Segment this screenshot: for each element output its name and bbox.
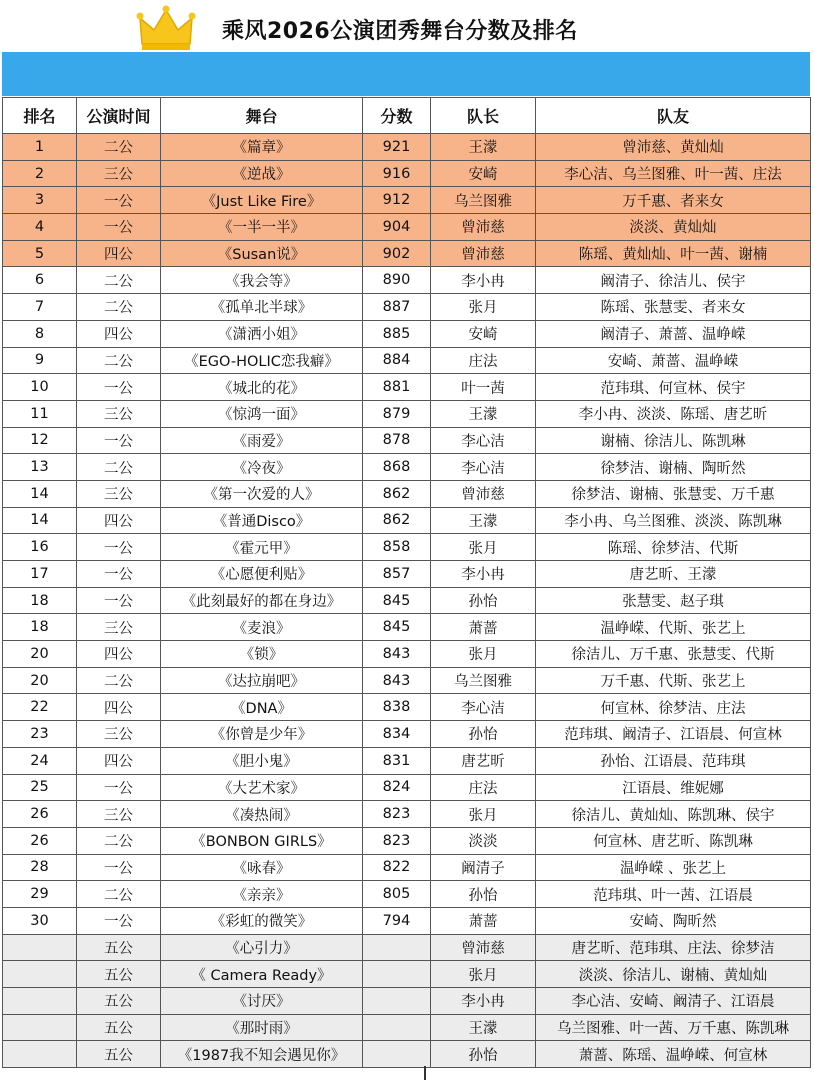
cell-score: 916: [363, 160, 431, 187]
cell-stage: 《EGO-HOLIC恋我癖》: [161, 347, 363, 374]
crown-icon: [136, 4, 196, 54]
cell-rank: 23: [3, 721, 77, 748]
cell-captain: 孙怡: [431, 881, 536, 908]
cell-stage: 《篇章》: [161, 134, 363, 161]
cell-score: 912: [363, 187, 431, 214]
cell-members: 江语晨、维妮娜: [536, 774, 811, 801]
cell-stage: 《普通Disco》: [161, 507, 363, 534]
cell-score: 904: [363, 214, 431, 241]
cell-score: 878: [363, 427, 431, 454]
table-row: [3, 427, 811, 454]
cell-rank: 10: [3, 374, 77, 401]
cell-captain: 曾沛慈: [431, 214, 536, 241]
cell-members: 何宣林、徐梦洁、庄法: [536, 694, 811, 721]
cell-rank: 12: [3, 427, 77, 454]
table-row: [3, 134, 811, 161]
cell-stage: 《凑热闹》: [161, 801, 363, 828]
cell-rank: 30: [3, 907, 77, 934]
cell-members: 徐梦洁、谢楠、陶昕然: [536, 454, 811, 481]
cell-stage: 《此刻最好的都在身边》: [161, 587, 363, 614]
cell-score: [363, 1041, 431, 1068]
cell-score: 921: [363, 134, 431, 161]
cell-members: 范玮琪、阚清子、江语晨、何宣林: [536, 721, 811, 748]
cell-captain: 张月: [431, 801, 536, 828]
cell-rank: [3, 988, 77, 1015]
cell-members: 陈瑶、徐梦洁、代斯: [536, 534, 811, 561]
cell-rank: 3: [3, 187, 77, 214]
cell-score: 862: [363, 507, 431, 534]
cell-time: 四公: [77, 507, 161, 534]
cell-rank: 24: [3, 747, 77, 774]
table-row: [3, 561, 811, 588]
cell-members: 何宣林、唐艺昕、陈凯琳: [536, 827, 811, 854]
cell-stage: 《大艺术家》: [161, 774, 363, 801]
table-row: [3, 187, 811, 214]
cell-score: 838: [363, 694, 431, 721]
cell-captain: 阚清子: [431, 854, 536, 881]
cell-captain: 安崎: [431, 160, 536, 187]
cell-score: 843: [363, 667, 431, 694]
cell-rank: 5: [3, 240, 77, 267]
cell-rank: 20: [3, 667, 77, 694]
cell-time: 一公: [77, 854, 161, 881]
cell-stage: 《你曾是少年》: [161, 721, 363, 748]
cell-time: 二公: [77, 454, 161, 481]
cell-score: 887: [363, 294, 431, 321]
table-row: [3, 801, 811, 828]
cell-stage: 《1987我不知会遇见你》: [161, 1041, 363, 1068]
cell-captain: 淡淡: [431, 827, 536, 854]
cell-members: 淡淡、黄灿灿: [536, 214, 811, 241]
cell-time: 二公: [77, 134, 161, 161]
cell-time: 二公: [77, 267, 161, 294]
header-band: [2, 52, 810, 96]
cell-members: 范玮琪、叶一茜、江语晨: [536, 881, 811, 908]
cell-members: 唐艺昕、王濛: [536, 561, 811, 588]
cell-captain: 李小冉: [431, 267, 536, 294]
header-rank: 排名: [3, 98, 77, 134]
cell-score: 857: [363, 561, 431, 588]
cell-members: 李心洁、安崎、阚清子、江语晨: [536, 988, 811, 1015]
cell-time: 五公: [77, 1041, 161, 1068]
table-row: [3, 827, 811, 854]
table-row: [3, 774, 811, 801]
table-row: [3, 320, 811, 347]
cell-score: 843: [363, 641, 431, 668]
cell-score: 845: [363, 614, 431, 641]
cell-score: 884: [363, 347, 431, 374]
cell-rank: 2: [3, 160, 77, 187]
cell-stage: 《Just Like Fire》: [161, 187, 363, 214]
cell-rank: 26: [3, 801, 77, 828]
cell-members: 范玮琪、何宣林、侯宇: [536, 374, 811, 401]
cell-captain: 王濛: [431, 400, 536, 427]
cell-captain: 乌兰图雅: [431, 187, 536, 214]
table-row: [3, 961, 811, 988]
cell-members: 陈瑶、黄灿灿、叶一茜、谢楠: [536, 240, 811, 267]
table-row: [3, 747, 811, 774]
cell-time: 四公: [77, 320, 161, 347]
cell-captain: 王濛: [431, 134, 536, 161]
cell-time: 一公: [77, 427, 161, 454]
cell-captain: 张月: [431, 961, 536, 988]
cell-stage: 《BONBON GIRLS》: [161, 827, 363, 854]
cell-stage: 《惊鸿一面》: [161, 400, 363, 427]
cell-rank: [3, 961, 77, 988]
cell-rank: 16: [3, 534, 77, 561]
cell-stage: 《心愿便利贴》: [161, 561, 363, 588]
table-row: [3, 854, 811, 881]
table-row: [3, 881, 811, 908]
header-time: 公演时间: [77, 98, 161, 134]
cell-time: 三公: [77, 480, 161, 507]
cell-members: 曾沛慈、黄灿灿: [536, 134, 811, 161]
cell-rank: 28: [3, 854, 77, 881]
cell-members: 万千惠、代斯、张艺上: [536, 667, 811, 694]
cell-score: 890: [363, 267, 431, 294]
table-row: [3, 534, 811, 561]
table-row: [3, 1041, 811, 1068]
cell-captain: 叶一茜: [431, 374, 536, 401]
cell-members: 李小冉、乌兰图雅、淡淡、陈凯琳: [536, 507, 811, 534]
cell-captain: 王濛: [431, 507, 536, 534]
cell-time: 一公: [77, 907, 161, 934]
cell-stage: 《第一次爱的人》: [161, 480, 363, 507]
cell-captain: 庄法: [431, 774, 536, 801]
cell-score: 879: [363, 400, 431, 427]
cell-stage: 《麦浪》: [161, 614, 363, 641]
cell-time: 二公: [77, 347, 161, 374]
cell-time: 四公: [77, 694, 161, 721]
cell-score: [363, 988, 431, 1015]
cell-captain: 李心洁: [431, 454, 536, 481]
cell-stage: 《咏春》: [161, 854, 363, 881]
table-row: [3, 907, 811, 934]
cell-members: 阚清子、徐洁儿、侯宇: [536, 267, 811, 294]
cell-rank: 9: [3, 347, 77, 374]
cell-rank: 13: [3, 454, 77, 481]
table-row: [3, 988, 811, 1015]
cell-members: 徐洁儿、万千惠、张慧雯、代斯: [536, 641, 811, 668]
cell-stage: 《Susan说》: [161, 240, 363, 267]
cell-captain: 王濛: [431, 1014, 536, 1041]
cell-stage: 《潇洒小姐》: [161, 320, 363, 347]
table-row: [3, 347, 811, 374]
table-row: [3, 240, 811, 267]
cell-score: 885: [363, 320, 431, 347]
cell-rank: 6: [3, 267, 77, 294]
cell-members: 谢楠、徐洁儿、陈凯琳: [536, 427, 811, 454]
cell-rank: 8: [3, 320, 77, 347]
cell-rank: 14: [3, 480, 77, 507]
cell-captain: 萧蔷: [431, 907, 536, 934]
table-header-row: [3, 98, 811, 134]
cell-time: 二公: [77, 881, 161, 908]
table-row: [3, 934, 811, 961]
cell-time: 二公: [77, 667, 161, 694]
cell-score: 822: [363, 854, 431, 881]
cell-score: 794: [363, 907, 431, 934]
cell-members: 唐艺昕、范玮琪、庄法、徐梦洁: [536, 934, 811, 961]
header-score: 分数: [363, 98, 431, 134]
cell-score: 805: [363, 881, 431, 908]
cell-score: 823: [363, 801, 431, 828]
cell-score: 881: [363, 374, 431, 401]
cell-stage: 《心引力》: [161, 934, 363, 961]
cell-captain: 孙怡: [431, 1041, 536, 1068]
header-captain: 队长: [431, 98, 536, 134]
cell-time: 一公: [77, 561, 161, 588]
cell-time: 一公: [77, 774, 161, 801]
table-row: [3, 667, 811, 694]
table-row: [3, 614, 811, 641]
cell-stage: 《达拉崩吧》: [161, 667, 363, 694]
cell-captain: 张月: [431, 534, 536, 561]
table-row: [3, 507, 811, 534]
cell-rank: 17: [3, 561, 77, 588]
cell-captain: 张月: [431, 641, 536, 668]
cell-time: 五公: [77, 934, 161, 961]
cell-stage: 《讨厌》: [161, 988, 363, 1015]
cell-time: 三公: [77, 614, 161, 641]
cell-captain: 张月: [431, 294, 536, 321]
cell-time: 一公: [77, 534, 161, 561]
cell-captain: 李小冉: [431, 988, 536, 1015]
cell-captain: 曾沛慈: [431, 934, 536, 961]
cell-score: 824: [363, 774, 431, 801]
cell-time: 五公: [77, 988, 161, 1015]
cell-members: 温峥嵘、代斯、张艺上: [536, 614, 811, 641]
cell-time: 三公: [77, 721, 161, 748]
cell-score: 831: [363, 747, 431, 774]
cell-stage: 《胆小鬼》: [161, 747, 363, 774]
cell-rank: 1: [3, 134, 77, 161]
cell-time: 五公: [77, 961, 161, 988]
cell-captain: 庄法: [431, 347, 536, 374]
cell-captain: 李心洁: [431, 427, 536, 454]
cell-rank: 26: [3, 827, 77, 854]
cell-score: 823: [363, 827, 431, 854]
header-members: 队友: [536, 98, 811, 134]
divider: [424, 1066, 426, 1080]
cell-time: 一公: [77, 187, 161, 214]
cell-rank: 11: [3, 400, 77, 427]
table-row: [3, 160, 811, 187]
cell-rank: 22: [3, 694, 77, 721]
cell-members: 淡淡、徐洁儿、谢楠、黄灿灿: [536, 961, 811, 988]
cell-captain: 安崎: [431, 320, 536, 347]
cell-stage: 《锁》: [161, 641, 363, 668]
cell-stage: 《孤单北半球》: [161, 294, 363, 321]
cell-rank: 29: [3, 881, 77, 908]
cell-captain: 曾沛慈: [431, 480, 536, 507]
cell-score: 868: [363, 454, 431, 481]
cell-rank: 25: [3, 774, 77, 801]
page-title: 乘风2026公演团秀舞台分数及排名: [222, 19, 578, 44]
cell-rank: 7: [3, 294, 77, 321]
cell-members: 李小冉、淡淡、陈瑶、唐艺昕: [536, 400, 811, 427]
cell-members: 安崎、萧蔷、温峥嵘: [536, 347, 811, 374]
cell-members: 安崎、陶昕然: [536, 907, 811, 934]
cell-score: [363, 961, 431, 988]
cell-stage: 《雨爱》: [161, 427, 363, 454]
cell-score: [363, 1014, 431, 1041]
table-row: [3, 587, 811, 614]
cell-members: 徐洁儿、黄灿灿、陈凯琳、侯宇: [536, 801, 811, 828]
cell-rank: 18: [3, 587, 77, 614]
cell-time: 三公: [77, 400, 161, 427]
cell-captain: 孙怡: [431, 721, 536, 748]
cell-captain: 乌兰图雅: [431, 667, 536, 694]
cell-score: 862: [363, 480, 431, 507]
cell-score: [363, 934, 431, 961]
table-row: [3, 267, 811, 294]
cell-rank: [3, 1014, 77, 1041]
cell-stage: 《DNA》: [161, 694, 363, 721]
cell-members: 张慧雯、赵子琪: [536, 587, 811, 614]
cell-time: 四公: [77, 641, 161, 668]
cell-time: 五公: [77, 1014, 161, 1041]
cell-members: 陈瑶、张慧雯、者来女: [536, 294, 811, 321]
cell-captain: 李小冉: [431, 561, 536, 588]
table-row: [3, 400, 811, 427]
table-row: [3, 721, 811, 748]
cell-captain: 萧蔷: [431, 614, 536, 641]
cell-captain: 李心洁: [431, 694, 536, 721]
table-row: [3, 374, 811, 401]
cell-stage: 《亲亲》: [161, 881, 363, 908]
cell-members: 万千惠、者来女: [536, 187, 811, 214]
table-row: [3, 641, 811, 668]
cell-time: 四公: [77, 240, 161, 267]
cell-stage: 《冷夜》: [161, 454, 363, 481]
table-row: [3, 1014, 811, 1041]
cell-rank: 4: [3, 214, 77, 241]
cell-rank: 20: [3, 641, 77, 668]
cell-captain: 唐艺昕: [431, 747, 536, 774]
cell-stage: 《逆战》: [161, 160, 363, 187]
cell-stage: 《霍元甲》: [161, 534, 363, 561]
cell-members: 徐梦洁、谢楠、张慧雯、万千惠: [536, 480, 811, 507]
cell-time: 三公: [77, 160, 161, 187]
cell-time: 三公: [77, 801, 161, 828]
cell-time: 一公: [77, 374, 161, 401]
cell-time: 二公: [77, 827, 161, 854]
cell-members: 萧蔷、陈瑶、温峥嵘、何宣林: [536, 1041, 811, 1068]
cell-members: 阚清子、萧蔷、温峥嵘: [536, 320, 811, 347]
table-row: [3, 294, 811, 321]
cell-time: 一公: [77, 587, 161, 614]
cell-stage: 《一半一半》: [161, 214, 363, 241]
cell-score: 902: [363, 240, 431, 267]
table-row: [3, 214, 811, 241]
cell-members: 孙怡、江语晨、范玮琪: [536, 747, 811, 774]
table-row: [3, 694, 811, 721]
cell-members: 温峥嵘 、张艺上: [536, 854, 811, 881]
cell-captain: 孙怡: [431, 587, 536, 614]
cell-stage: 《彩虹的微笑》: [161, 907, 363, 934]
cell-rank: 14: [3, 507, 77, 534]
header-stage: 舞台: [161, 98, 363, 134]
cell-time: 四公: [77, 747, 161, 774]
cell-stage: 《城北的花》: [161, 374, 363, 401]
cell-captain: 曾沛慈: [431, 240, 536, 267]
cell-time: 一公: [77, 214, 161, 241]
table-row: [3, 454, 811, 481]
score-table: [2, 97, 811, 1068]
cell-members: 李心洁、乌兰图雅、叶一茜、庄法: [536, 160, 811, 187]
table-body: [3, 134, 811, 1068]
cell-score: 845: [363, 587, 431, 614]
cell-rank: [3, 934, 77, 961]
cell-score: 834: [363, 721, 431, 748]
cell-members: 乌兰图雅、叶一茜、万千惠、陈凯琳: [536, 1014, 811, 1041]
cell-rank: 18: [3, 614, 77, 641]
table-row: [3, 480, 811, 507]
cell-stage: 《我会等》: [161, 267, 363, 294]
cell-stage: 《那时雨》: [161, 1014, 363, 1041]
cell-rank: [3, 1041, 77, 1068]
cell-stage: 《 Camera Ready》: [161, 961, 363, 988]
cell-score: 858: [363, 534, 431, 561]
page-header: [0, 0, 814, 52]
cell-time: 二公: [77, 294, 161, 321]
